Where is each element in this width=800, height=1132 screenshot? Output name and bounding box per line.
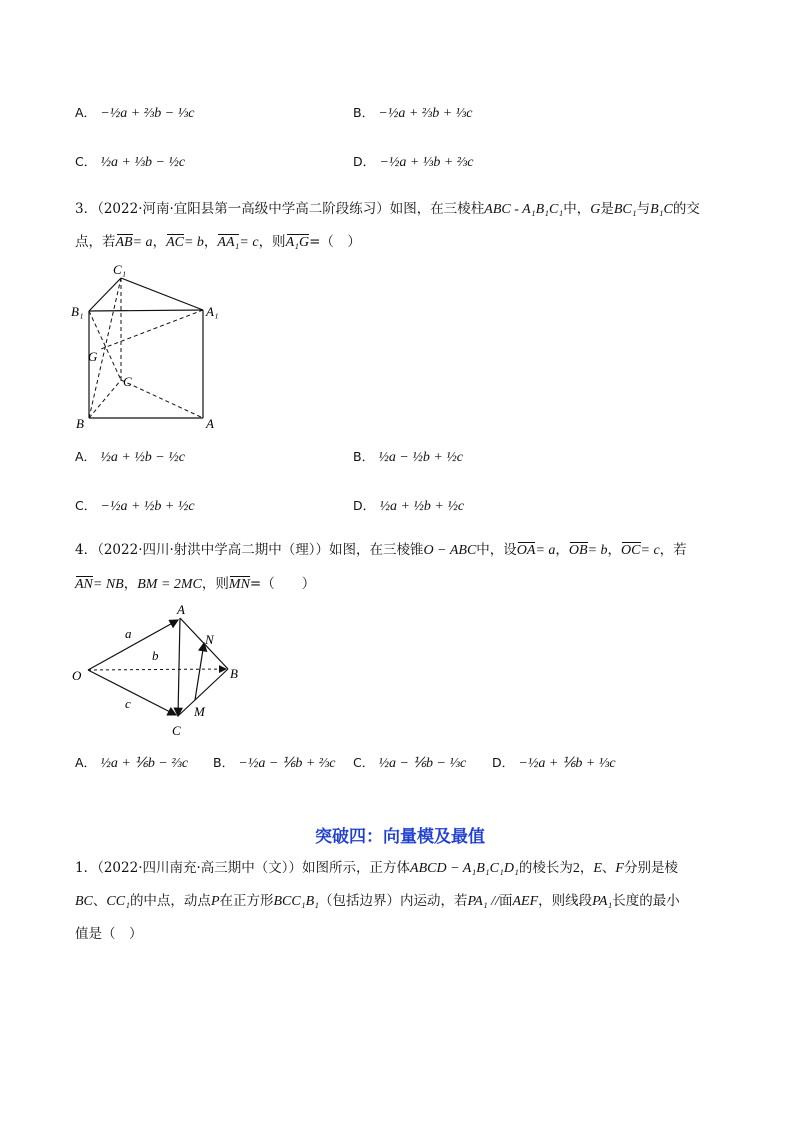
q4-label-m: M (194, 704, 205, 719)
q3-vec-a1g: A₁G (286, 233, 310, 253)
q3-label-b1: B₁ (71, 304, 84, 319)
q3-option-b[interactable] (353, 447, 463, 468)
q3-option-c-text: −½a + ½b + ½c (100, 499, 195, 514)
q4-edge-ob (88, 669, 226, 670)
p1-stem-text: 面 (498, 893, 513, 909)
q3-stem-text: 的交 (672, 201, 700, 217)
q3-prism-figure (68, 258, 238, 433)
q4-vec-an: AN (75, 575, 93, 595)
q3-bc1: BC₁ (613, 202, 637, 217)
q4-vec-ob: OB (569, 541, 588, 561)
q4-option-d-label: D． (492, 755, 515, 770)
q3-label-c1: C₁ (113, 262, 127, 277)
q4-option-b-text: −½a − ⅙b + ⅔c (238, 756, 336, 771)
q4-option-a-text: ½a + ⅙b − ⅔c (100, 756, 189, 771)
q2-option-c[interactable] (75, 152, 185, 173)
p1-stem-text: ， (579, 860, 594, 876)
q3-stem-line-2: 点，若AB= a，AC= b，AA₁= c，则A₁G=（ ） (75, 232, 361, 253)
q3-edge-c1a1 (121, 278, 203, 310)
q3-eq-c: = c (239, 235, 259, 250)
q2-option-a-label: A． (75, 105, 97, 120)
p1-stem-text: 分别是棱 (623, 860, 678, 876)
q3-stem-text: 点，若 (75, 234, 116, 250)
q4-eq-b: = b (587, 543, 608, 558)
p1-stem-text: 值是（ ） (75, 926, 143, 942)
q2-option-a-text: −½a + ⅔b − ⅓c (100, 106, 195, 121)
q3-stem-text: ，则 (258, 234, 286, 250)
q4-edge-oc (88, 670, 176, 715)
q3-stem-text: 如图，在三棱柱 (389, 201, 485, 217)
q4-option-c-text: ½a − ⅙b − ⅓c (378, 756, 467, 771)
p1-bc: BC (75, 894, 93, 909)
q4-option-c[interactable] (353, 753, 466, 774)
q4-stem-text: 如图，在三棱锥 (329, 542, 424, 558)
p1-stem-text: 长度的最小 (612, 893, 680, 909)
p1-stem-text: 的中点，动点 (129, 893, 211, 909)
q3-edge-b1a1 (89, 310, 203, 311)
q3-eq-b: = b (183, 235, 204, 250)
q3-number: 3． (75, 201, 98, 217)
q3-edge-c1b1 (89, 278, 121, 311)
q4-label-a: A (177, 602, 185, 617)
q4-edge-ac (178, 618, 180, 716)
p1-parallel: PA₁ // (467, 894, 499, 909)
q3-vec-ac: AC (166, 233, 184, 253)
p1-plane-aef: AEF (512, 894, 539, 909)
p1-stem-text: 如图所示，正方体 (302, 860, 411, 876)
q2-option-b[interactable] (353, 103, 472, 124)
q3-option-b-text: ½a − ½b + ½c (378, 450, 463, 465)
p1-stem-line-1 (75, 858, 678, 879)
p1-point-f: F (615, 861, 624, 876)
q3-stem-text: 是 (600, 201, 614, 217)
p1-point-p: P (210, 894, 220, 909)
q3-label-b: B (76, 416, 84, 431)
q3-vec-ab: AB (116, 233, 133, 253)
p1-point-e: E (593, 861, 602, 876)
q3-prism: ABC - A₁B₁C₁ (484, 202, 564, 217)
p1-stem-text: 的棱长为 (518, 860, 573, 876)
q4-source: （2022·四川·射洪中学高二期中（理）） (97, 542, 330, 558)
q3-option-c[interactable] (75, 496, 195, 517)
q3-vec-aa1: AA₁ (217, 233, 239, 253)
p1-number: 1． (75, 860, 98, 876)
q3-eq-a: = a (132, 235, 153, 250)
q4-label-o: O (72, 668, 82, 683)
p1-cube: ABCD − A₁B₁C₁D₁ (410, 861, 519, 876)
q3-option-a[interactable] (75, 447, 185, 468)
q4-vec-mn: MN (229, 575, 250, 595)
q3-source: （2022·河南·宜阳县第一高级中学高二阶段练习） (97, 201, 390, 217)
p1-segment-pa1: PA₁ (592, 894, 613, 909)
q3-b1c: B₁C (650, 202, 673, 217)
q4-eq-c: = c (640, 543, 660, 558)
p1-stem-text: 、 (601, 860, 616, 876)
p1-stem-text: （包括边界）内运动，若 (319, 893, 468, 909)
q3-option-d-text: ½a + ½b + ½c (379, 499, 465, 514)
p1-square: BCC₁B₁ (273, 894, 320, 909)
q4-stem-line-2: AN= NB，BM = 2MC，则MN=（ ） (75, 574, 315, 595)
q4-option-b[interactable] (213, 753, 336, 774)
q4-vec-oa: OA (517, 541, 536, 561)
p1-source: （2022·四川南充·高三期中（文）） (97, 860, 303, 876)
q3-edge-ca (121, 380, 203, 418)
q4-number: 4． (75, 542, 98, 558)
q3-option-c-label: C． (75, 498, 97, 513)
q4-label-b: B (230, 666, 238, 681)
q3-option-d-label: D． (353, 498, 376, 513)
p1-stem-line-2 (75, 891, 680, 912)
q2-option-a[interactable] (75, 103, 194, 124)
q4-option-a[interactable] (75, 753, 188, 774)
q4-option-d-text: −½a + ⅙b + ⅓c (518, 756, 616, 771)
p1-stem-line-3 (75, 924, 143, 944)
q4-stem-text: 中，设 (476, 542, 517, 558)
q4-stem-text: =（ ） (249, 576, 316, 592)
q3-label-g: G (88, 349, 98, 364)
q4-pyramid: O − ABC (423, 543, 477, 558)
q2-option-b-text: −½a + ⅔b + ⅓c (378, 106, 473, 121)
q3-option-d[interactable] (353, 496, 464, 517)
q3-seg-a1g (101, 310, 203, 349)
q3-option-a-label: A． (75, 449, 97, 464)
q4-label-vec-c: c (125, 696, 131, 711)
q4-option-a-label: A． (75, 755, 97, 770)
q4-eq-nb: = NB (92, 577, 124, 592)
p1-edge-length: 2 (572, 861, 580, 876)
p1-stem-text: 、 (92, 893, 107, 909)
q3-stem-text: 与 (636, 201, 651, 217)
q3-diag-b1c (89, 311, 121, 380)
q4-option-d[interactable] (492, 753, 616, 774)
q4-bm-eq: BM = 2MC (137, 577, 202, 592)
q2-option-d[interactable] (353, 152, 474, 173)
q4-label-vec-a: a (125, 626, 132, 641)
q4-eq-a: = a (535, 543, 556, 558)
p1-stem-text: 在正方形 (219, 893, 274, 909)
q4-stem-text: ，则 (201, 576, 229, 592)
q3-stem-line-1 (75, 199, 700, 220)
q4-vec-mn-line (195, 643, 204, 700)
p1-cc1: CC₁ (106, 894, 130, 909)
q3-label-c: C (123, 374, 132, 389)
q2-option-d-label: D． (353, 154, 376, 169)
q4-option-b-label: B． (213, 755, 235, 770)
q3-option-a-text: ½a + ½b − ½c (100, 450, 185, 465)
q4-stem-line-1: 4．（2022·四川·射洪中学高二期中（理））如图，在三棱锥O − ABC中，设OA= a，OB= b，OC= c，若 (75, 540, 687, 561)
section-title: 突破四：向量模及最值 (315, 827, 485, 847)
q2-option-c-text: ½a + ⅓b − ½c (100, 155, 186, 170)
q4-stem-text: ，若 (659, 542, 687, 558)
q4-label-c: C (172, 723, 181, 738)
q3-stem-text: 中， (563, 201, 591, 217)
q3-stem-text: =（ ） (309, 234, 361, 250)
q4-edge-oa (88, 620, 178, 670)
q4-vec-oc: OC (621, 541, 640, 561)
q4-label-n: N (205, 632, 214, 647)
q4-label-vec-b: b (152, 648, 159, 663)
q4-option-c-label: C． (353, 755, 375, 770)
q4-pyramid-figure (68, 598, 248, 740)
q3-label-a: A (206, 416, 214, 431)
q3-option-b-label: B． (353, 449, 375, 464)
q3-point-g: G (590, 202, 601, 217)
q2-option-b-label: B． (353, 105, 375, 120)
q2-option-c-label: C． (75, 154, 97, 169)
q3-label-a1: A₁ (206, 304, 219, 319)
p1-stem-text: ，则线段 (538, 893, 593, 909)
q3-edge-bc (89, 380, 121, 418)
q2-option-d-text: −½a + ⅓b + ⅔c (379, 155, 474, 170)
